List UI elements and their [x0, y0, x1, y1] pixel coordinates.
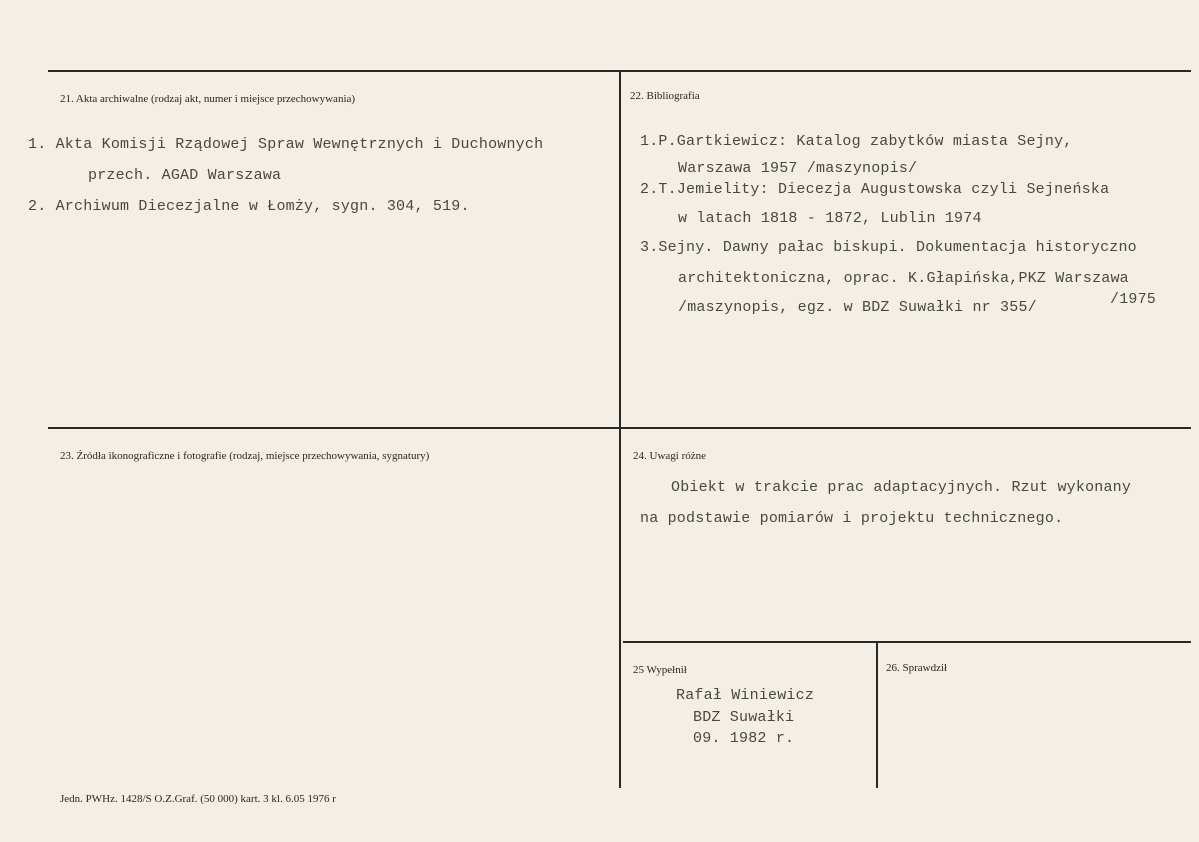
section-22-line-8: /1975	[1110, 291, 1157, 308]
section-22-line-3: 2.T.Jemielity: Diecezja Augustowska czyli Sejneńska	[640, 181, 1110, 198]
section-22-line-5: 3.Sejny. Dawny pałac biskupi. Dokumentacja historyczno	[640, 239, 1137, 256]
section-22-line-6: architektoniczna, oprac. K.Głapińska,PKZ Warszawa	[678, 270, 1129, 287]
section-25-line-3: 09. 1982 r.	[693, 730, 795, 747]
section-21-line-2: przech. AGAD Warszawa	[88, 167, 282, 184]
signature-divider	[876, 641, 878, 788]
section-24-line-2: na podstawie pomiarów i projektu technicznego.	[640, 510, 1064, 527]
section-25-line-2: BDZ Suwałki	[693, 709, 795, 726]
section-25-line-1: Rafał Winiewicz	[676, 687, 815, 704]
section-22-line-1: 1.P.Gartkiewicz: Katalog zabytków miasta Sejny,	[640, 133, 1073, 150]
section-21-line-1: 1. Akta Komisji Rządowej Spraw Wewnętrznych i Duchownych	[28, 136, 544, 153]
section-26-label: 26. Sprawdził	[886, 662, 948, 674]
section-24-label: 24. Uwagi różne	[633, 450, 707, 462]
print-imprint: Jedn. PWHz. 1428/S O.Z.Graf. (50 000) kart. 3 kl. 6.05 1976 r	[60, 793, 336, 805]
section-21-label: 21. Akta archiwalne (rodzaj akt, numer i miejsce przechowywania)	[60, 93, 356, 105]
section-22-line-2: Warszawa 1957 /maszynopis/	[678, 160, 918, 177]
lower-right-rule	[623, 641, 1191, 643]
center-divider	[619, 70, 621, 788]
section-21-line-3: 2. Archiwum Diecezjalne w Łomży, sygn. 304, 519.	[28, 198, 470, 215]
section-23-label: 23. Źródła ikonograficzne i fotografie (rodzaj, miejsce przechowywania, sygnatury)	[60, 450, 430, 462]
section-22-line-4: w latach 1818 - 1872, Lublin 1974	[678, 210, 982, 227]
section-22-label: 22. Bibliografia	[630, 90, 700, 102]
section-24-line-1: Obiekt w trakcie prac adaptacyjnych. Rzut wykonany	[671, 479, 1132, 496]
section-25-label: 25 Wypełnił	[633, 664, 687, 676]
section-22-line-7: /maszynopis, egz. w BDZ Suwałki nr 355/	[678, 299, 1037, 316]
